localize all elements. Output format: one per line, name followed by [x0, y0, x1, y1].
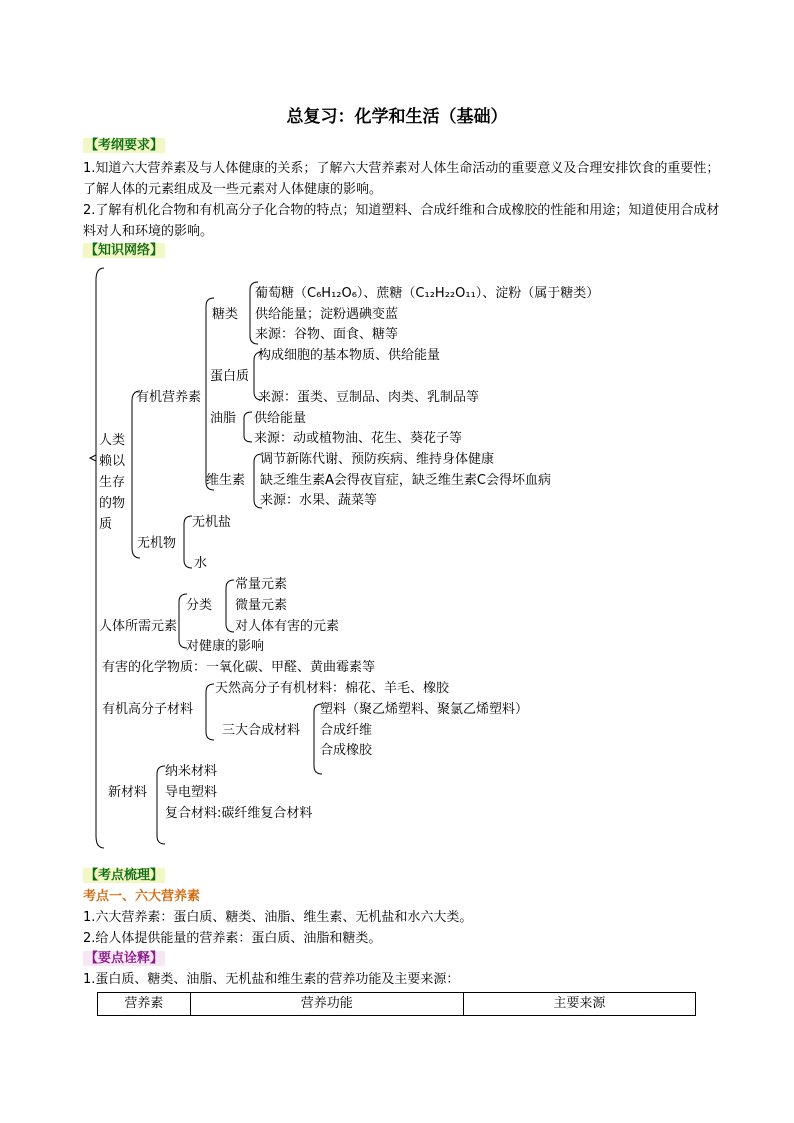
sugar-item-2: 供给能量；淀粉遇碘变蓝	[255, 307, 399, 322]
kaogang-paragraph-2: 2.了解有机化合物和有机高分子化合物的特点；知道塑料、合成纤维和合成橡胶的性能和用途；知道使用合成材料对人和环境的影响。	[83, 203, 720, 239]
section-header-zhishi: 【知识网络】	[85, 243, 164, 258]
newmat-item-1: 纳米材料	[165, 764, 218, 779]
tree-root-label: 人类 赖以 生存 的物 质	[99, 433, 126, 532]
sugar-item-1: 葡萄糖（C₆H₁₂O₆）、蔗糖（C₁₂H₂₂O₁₁）、淀粉（属于糖类）	[255, 286, 600, 301]
node-health-effect: 对健康的影响	[186, 639, 265, 654]
node-organic-nutrients: 有机营养素	[136, 390, 202, 405]
synthetic-item-1: 塑料（聚乙烯塑料、聚氯乙烯塑料）	[320, 702, 529, 717]
kaodian-paragraph-3: 1.蛋白质、糖类、油脂、无机盐和维生素的营养功能及主要来源：	[83, 972, 460, 987]
newmat-item-2: 导电塑料	[165, 785, 218, 800]
vitamin-item-1: 调节新陈代谢、预防疾病、维持身体健康	[260, 452, 495, 467]
point-one-heading: 考点一、六大营养素	[83, 889, 201, 904]
kaodian-paragraph-2: 2.给人体提供能量的营养素：蛋白质、油脂和糖类。	[83, 931, 382, 946]
newmat-item-3: 复合材料:碳纤维复合材料	[165, 806, 313, 821]
protein-item-1: 构成细胞的基本物质、供给能量	[258, 348, 441, 363]
table-header-function: 营养功能	[190, 993, 463, 1016]
node-inorganic: 无机物	[137, 536, 177, 551]
sugar-item-3: 来源：谷物、面食、糖等	[255, 327, 399, 342]
node-synthetic: 三大合成材料	[222, 723, 301, 738]
fat-item-1: 供给能量	[254, 411, 307, 426]
section-header-kaogang: 【考纲要求】	[85, 138, 164, 153]
section-header-yaodian: 【要点诠释】	[85, 951, 164, 966]
classify-item-1: 常量元素	[235, 577, 288, 592]
kaodian-paragraph-1: 1.六大营养素：蛋白质、糖类、油脂、维生素、无机盐和水六大类。	[83, 910, 473, 925]
inorganic-item-water: 水	[194, 556, 208, 571]
fat-item-2: 来源：动或植物油、花生、葵花子等	[254, 431, 463, 446]
vitamin-item-2: 缺乏维生素A会得夜盲症，缺乏维生素C会得坏血病	[260, 473, 551, 488]
polymer-natural: 天然高分子有机材料：棉花、羊毛、橡胶	[215, 681, 450, 696]
node-fat: 油脂	[210, 411, 237, 426]
nutrient-table	[97, 992, 696, 1016]
inorganic-item-salt: 无机盐	[192, 515, 232, 530]
protein-item-2: 来源：蛋类、豆制品、肉类、乳制品等	[258, 390, 480, 405]
node-vitamin: 维生素	[206, 473, 246, 488]
table-header-row	[98, 993, 696, 1016]
classify-item-2: 微量元素	[235, 598, 288, 613]
table-header-source: 主要来源	[463, 993, 695, 1016]
node-polymer-materials: 有机高分子材料	[102, 702, 194, 717]
node-new-materials: 新材料	[108, 785, 148, 800]
vitamin-item-3: 来源：水果、蔬菜等	[260, 493, 378, 508]
section-header-kaodian: 【考点梳理】	[85, 868, 164, 883]
page-title: 总复习：化学和生活（基础）	[286, 107, 508, 127]
node-elements: 人体所需元素	[99, 619, 178, 634]
table-header-nutrient: 营养素	[98, 993, 191, 1016]
node-harmful-substances: 有害的化学物质：一氧化碳、甲醛、黄曲霉素等	[102, 660, 376, 675]
synthetic-item-2: 合成纤维	[320, 723, 373, 738]
node-classify: 分类	[186, 598, 213, 613]
node-protein: 蛋白质	[210, 369, 250, 384]
kaogang-paragraph-1: 1.知道六大营养素及与人体健康的关系；了解六大营养素对人体生命活动的重要意义及合理安排饮食的重要性；了解人体的元素组成及一些元素对人体健康的影响。	[83, 161, 720, 197]
synthetic-item-3: 合成橡胶	[320, 743, 373, 758]
node-sugar: 糖类	[212, 307, 239, 322]
classify-item-3: 对人体有害的元素	[235, 619, 340, 634]
